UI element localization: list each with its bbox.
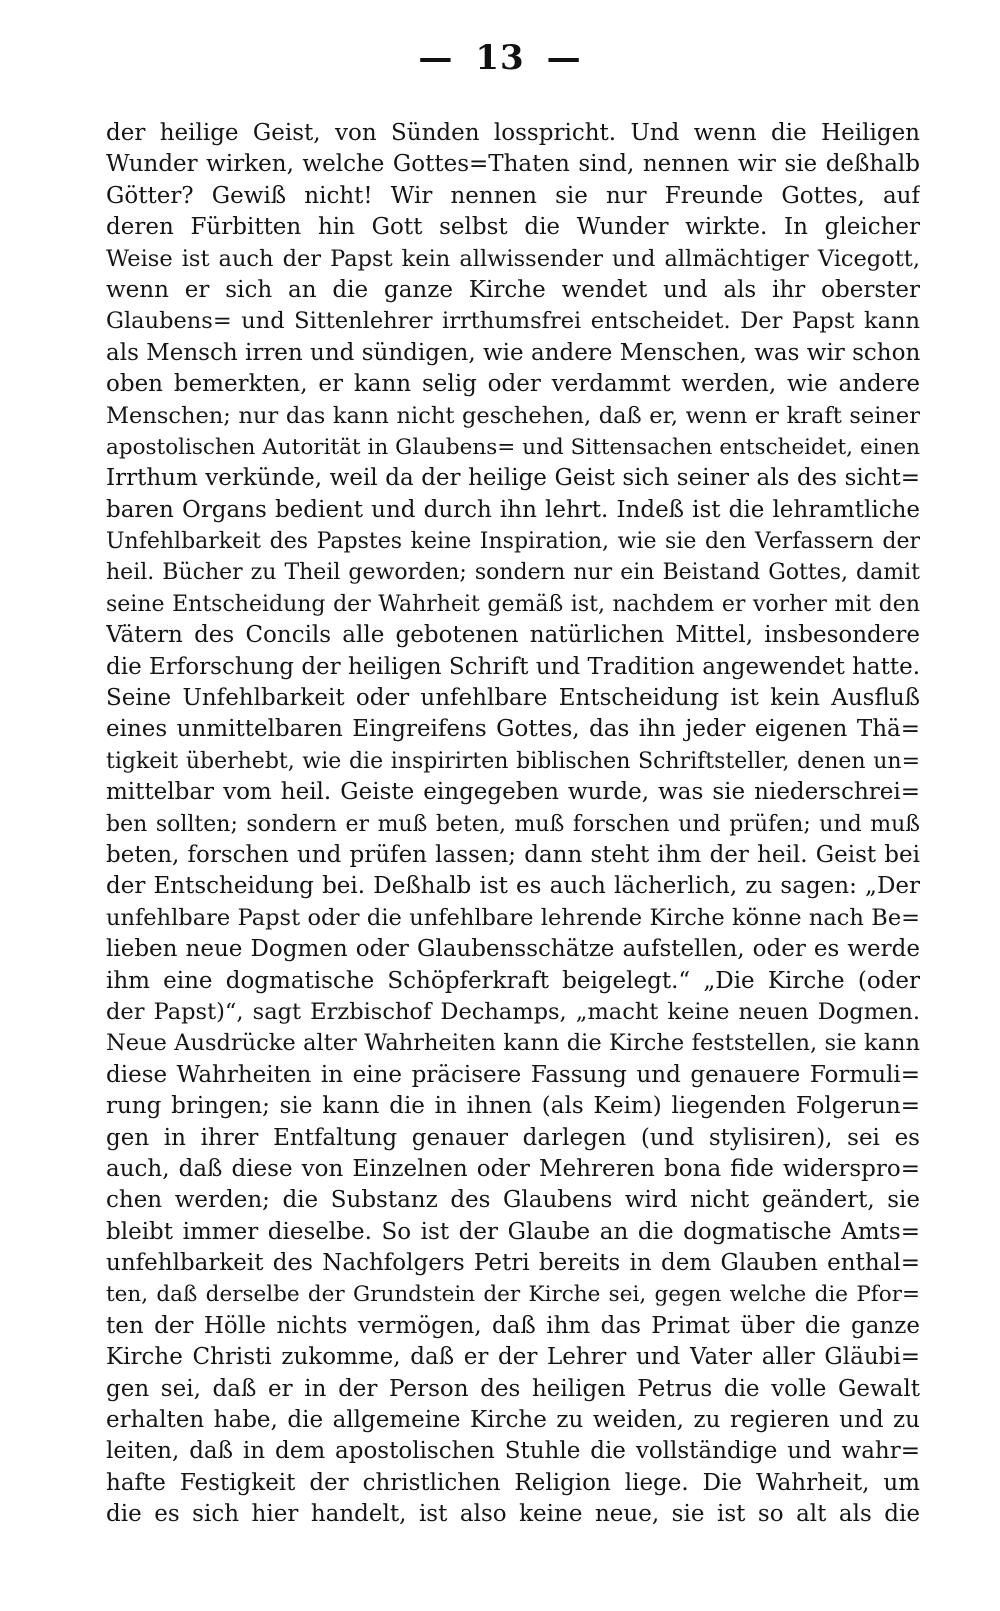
text-line: gen in ihrer Entfaltung genauer darlegen (und stylisiren), sei es (106, 1124, 920, 1151)
text-line: seine Entscheidung der Wahrheit gemäß ist, nachdem er vorher mit den (106, 591, 920, 617)
text-line: Wunder wirken, welche Gottes=Thaten sind, nennen wir sie deßhalb (106, 151, 920, 178)
text-line: Neue Ausdrücke alter Wahrheiten kann die Kirche feststellen, sie kann (106, 1030, 920, 1057)
text-line: apostolischen Autorität in Glaubens= und Sittensachen entscheidet, einen (106, 434, 920, 460)
text-line: ben sollten; sondern er muß beten, muß forschen und prüfen; und muß (106, 811, 920, 837)
header-dash-right: — (546, 38, 582, 78)
text-line: deren Fürbitten hin Gott selbst die Wunder wirkte. In gleicher (106, 214, 920, 241)
text-line: die es sich hier handelt, ist also keine neue, sie ist so alt als die (106, 1501, 920, 1528)
text-line: rung bringen; sie kann die in ihnen (als Keim) liegenden Folgerun= (106, 1093, 920, 1120)
text-line: Vätern des Concils alle gebotenen natürlichen Mittel, insbesondere (106, 622, 920, 649)
text-line: der heilige Geist, von Sünden losspricht. Und wenn die Heiligen (106, 120, 920, 146)
text-line: ten der Hölle nichts vermögen, daß ihm das Primat über die ganze (106, 1312, 920, 1339)
text-line: unfehlbare Papst oder die unfehlbare lehrende Kirche könne nach Be= (106, 904, 920, 931)
text-line: auch, daß diese von Einzelnen oder Mehreren bona fide widerspro= (106, 1155, 920, 1182)
text-line: eines unmittelbaren Eingreifens Gottes, das ihn jeder eigenen Thä= (106, 716, 920, 743)
text-line: lieben neue Dogmen oder Glaubensschätze aufstellen, oder es werde (106, 936, 920, 963)
text-line: tigkeit überhebt, wie die inspirirten biblischen Schriftsteller, denen un= (106, 748, 920, 774)
body-text (106, 118, 920, 1531)
text-line: ten, daß derselbe der Grundstein der Kirche sei, gegen welche die Pfor= (106, 1282, 920, 1308)
text-line: mittelbar vom heil. Geiste eingegeben wurde, was sie niederschrei= (106, 779, 920, 806)
page-number: 13 (475, 38, 525, 78)
text-line: gen sei, daß er in der Person des heiligen Petrus die volle Gewalt (106, 1375, 920, 1402)
text-line: Glaubens= und Sittenlehrer irrthumsfrei entscheidet. Der Papst kann (106, 308, 920, 335)
text-line: der Papst)“, sagt Erzbischof Dechamps, „macht keine neuen Dogmen. (106, 998, 920, 1025)
text-line: der Entscheidung bei. Deßhalb ist es auch lächerlich, zu sagen: „Der (106, 873, 920, 900)
text-line: diese Wahrheiten in eine präcisere Fassung und genauere Formuli= (106, 1061, 920, 1088)
text-line: erhalten habe, die allgemeine Kirche zu weiden, zu regieren und zu (106, 1407, 920, 1434)
text-line: Götter? Gewiß nicht! Wir nennen sie nur Freunde Gottes, auf (106, 182, 920, 209)
text-line: Seine Unfehlbarkeit oder unfehlbare Entscheidung ist kein Ausfluß (106, 685, 920, 712)
text-line: als Mensch irren und sündigen, wie andere Menschen, was wir schon (106, 339, 920, 366)
text-line: unfehlbarkeit des Nachfolgers Petri bereits in dem Glauben enthal= (106, 1250, 920, 1277)
page-header (0, 38, 1000, 78)
text-line: heil. Bücher zu Theil geworden; sondern nur ein Beistand Gottes, damit (106, 560, 920, 586)
text-line: Kirche Christi zukomme, daß er der Lehrer und Vater aller Gläubi= (106, 1344, 920, 1371)
text-line: Weise ist auch der Papst kein allwissender und allmächtiger Vicegott, (106, 245, 920, 272)
header-dash-left: — (418, 38, 454, 78)
text-line: chen werden; die Substanz des Glaubens wird nicht geändert, sie (106, 1187, 920, 1214)
text-line: Irrthum verkünde, weil da der heilige Geist sich seiner als des sicht= (106, 465, 920, 492)
text-line: wenn er sich an die ganze Kirche wendet und als ihr oberster (106, 276, 920, 303)
text-line: oben bemerkten, er kann selig oder verdammt werden, wie andere (106, 371, 920, 398)
text-line: die Erforschung der heiligen Schrift und Tradition angewendet hatte. (106, 653, 920, 680)
text-line: beten, forschen und prüfen lassen; dann steht ihm der heil. Geist bei (106, 841, 920, 868)
text-line: Unfehlbarkeit des Papstes keine Inspiration, wie sie den Verfassern der (106, 529, 920, 555)
text-line: ihm eine dogmatische Schöpferkraft beigelegt.“ „Die Kirche (oder (106, 967, 920, 994)
text-line: hafte Festigkeit der christlichen Religion liege. Die Wahrheit, um (106, 1469, 920, 1496)
text-line: bleibt immer dieselbe. So ist der Glaube an die dogmatische Amts= (106, 1218, 920, 1245)
text-line: baren Organs bedient und durch ihn lehrt. Indeß ist die lehramtliche (106, 496, 920, 523)
text-line: leiten, daß in dem apostolischen Stuhle die vollständige und wahr= (106, 1438, 920, 1465)
text-line: Menschen; nur das kann nicht geschehen, daß er, wenn er kraft seiner (106, 402, 920, 429)
